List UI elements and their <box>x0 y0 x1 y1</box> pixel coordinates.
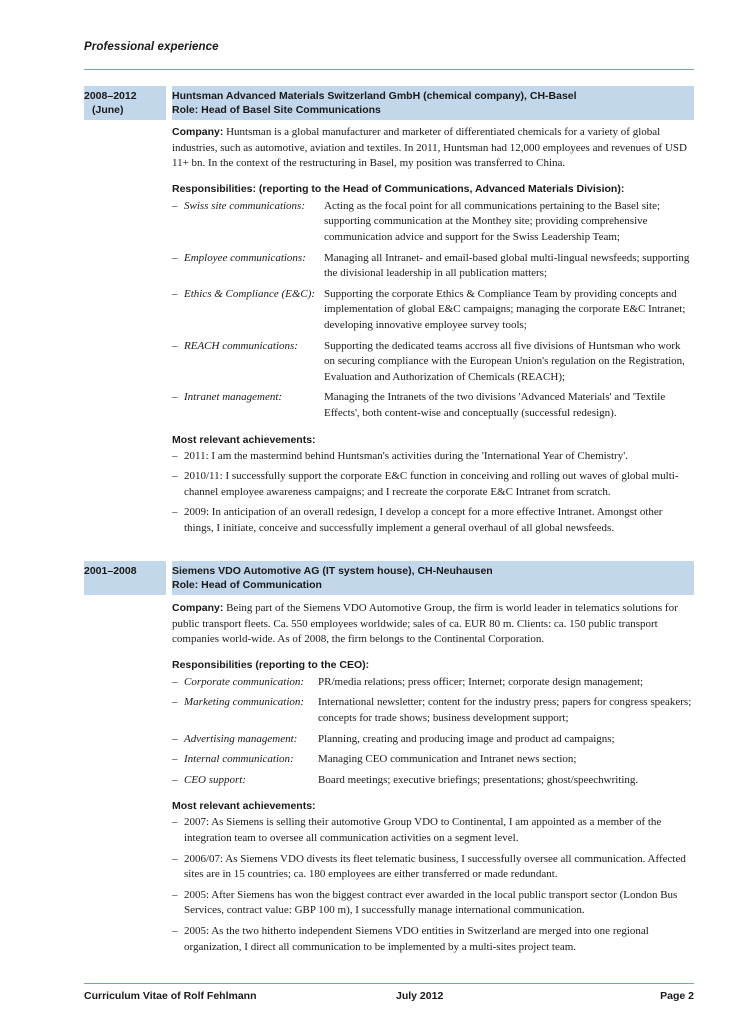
achievement-text: 2011: I am the mastermind behind Huntsman's activities during the 'International Year of Chemistry'. <box>184 449 628 462</box>
company-text: Huntsman is a global manufacturer and marketer of differentiated chemicals for a variety of global industries, such as automotive, aviation and textiles. In 2011, Huntsman had 12,000 employees and revenues of USD 11+ bn. In the context of the restructuring in Basel, my position was transferred to China. <box>172 126 687 170</box>
achievement-item: – 2010/11: I successfully support the corporate E&C function in conceiving and rolling out waves of global multi-channel employee awareness campaigns; and I recreate the corporate E&C Intranet from scratch. <box>172 469 694 500</box>
responsibility-item: – Advertising management: Planning, creating and producing image and product ad campaigns; <box>172 732 694 748</box>
achievement-text: 2010/11: I successfully support the corporate E&C function in conceiving and rolling out waves of global multi-channel employee awareness campaigns; and I recreate the corporate E&C Intranet from scratch. <box>184 470 679 498</box>
job-header-siemens <box>84 561 694 595</box>
footer-divider <box>84 983 694 984</box>
company-description <box>172 601 694 648</box>
job-content-huntsman <box>172 125 694 541</box>
responsibility-item: – Internal communication: Managing CEO communication and Intranet news section; <box>172 752 694 768</box>
responsibility-label: Marketing communication: <box>184 696 305 709</box>
achievement-item: – 2005: After Siemens has won the biggest contract ever awarded in the local public transport sector (London Bus Services, contract value: GBP 100 m), I successfully manage international communication. <box>172 888 694 919</box>
job-date-range: 2001–2008 <box>84 565 137 577</box>
company-label: Company: <box>172 602 224 614</box>
responsibility-label: Intranet management: <box>184 391 283 404</box>
responsibility-desc: Planning, creating and producing image and product ad campaigns; <box>318 732 615 745</box>
responsibility-desc: Acting as the focal point for all communications pertaining to the Basel site; supporting communication at the Monthey site; providing comprehensive communication advice and support for the Swiss Leadership Team; <box>324 199 661 243</box>
achievements-heading: Most relevant achievements: <box>172 800 316 813</box>
job-content-siemens <box>172 601 694 960</box>
job-dates <box>84 86 166 120</box>
responsibility-label: Swiss site communications: <box>184 199 305 212</box>
responsibility-item: – Employee communications: Managing all Intranet- and email-based global multi-lingual newsfeeds; supporting the divisional leadership in all publication matters; <box>172 251 694 282</box>
achievement-text: 2006/07: As Siemens VDO divests its fleet telematic business, I successfully oversee all communication. Affected sites are in 15 countries; ca. 180 employees are either transferred or made redundant. <box>184 852 686 881</box>
responsibilities-heading: Responsibilities (reporting to the CEO): <box>172 658 370 671</box>
job-dates <box>84 561 166 595</box>
responsibility-desc: Supporting the corporate Ethics & Compliance Team by providing concepts and implementation of global E&C campaigns; managing the corporate E&C Intranet; developing innovative employee survey tools; <box>324 287 686 331</box>
responsibility-label: CEO support: <box>184 773 247 786</box>
job-date-note: (June) <box>92 104 124 116</box>
achievement-item: – 2006/07: As Siemens VDO divests its fleet telematic business, I successfully oversee all communication. Affected sites are in 15 countries; ca. 180 employees are either transferred or made redundant. <box>172 852 694 883</box>
responsibility-item: – Marketing communication: International newsletter; content for the industry press; papers for congress speakers; concepts for trade shows; business development support; <box>172 695 694 726</box>
responsibility-item: – Swiss site communications: Acting as the focal point for all communications pertaining to the Basel site; supporting communication at the Monthey site; providing comprehensive communication advice and support for the Swiss Leadership Team; <box>172 199 694 246</box>
footer-cv-title: Curriculum Vitae of Rolf Fehlmann <box>84 990 257 1002</box>
achievement-text: 2007: As Siemens is selling their automotive Group VDO to Continental, I am appointed as a member of the integration team to oversee all communication activities on a segment level. <box>184 816 662 844</box>
responsibility-item: – Ethics & Compliance (E&C): Supporting the corporate Ethics & Compliance Team by providing concepts and implementation of global E&C campaigns; managing the corporate E&C Intranet; developing innovative employee survey tools; <box>172 287 694 334</box>
achievement-item: – 2005: As the two hitherto independent Siemens VDO entities in Switzerland are merged into one regional organization, I direct all communication to be implemented by a multi-sites project team. <box>172 924 694 955</box>
responsibility-item: – Corporate communication: PR/media relations; press officer; Internet; corporate design management; <box>172 675 694 691</box>
responsibilities-heading: Responsibilities: (reporting to the Head of Communications, Advanced Materials Division): <box>172 182 625 195</box>
responsibility-item: – Intranet management: Managing the Intranets of the two divisions 'Advanced Materials' and 'Textile Effects', both content-wise and conceptually (successful redesign). <box>172 390 694 421</box>
responsibility-item: – CEO support: Board meetings; executive briefings; presentations; ghost/speechwriting. <box>172 773 694 789</box>
responsibility-label: Internal communication: <box>184 753 294 766</box>
responsibility-desc: Managing CEO communication and Intranet news section; <box>318 753 577 766</box>
responsibility-label: Employee communications: <box>184 251 306 264</box>
achievement-item: – 2011: I am the mastermind behind Huntsman's activities during the 'International Year of Chemistry'. <box>172 449 694 465</box>
section-divider <box>84 69 694 70</box>
responsibility-item: – REACH communications: Supporting the dedicated teams accross all five divisions of Huntsman who work on securing compliance with the European Union's regulation on the Registration, Evaluation and Authorization of Chemicals (REACH); <box>172 339 694 386</box>
achievements-heading: Most relevant achievements: <box>172 433 316 446</box>
achievement-text: 2005: After Siemens has won the biggest contract ever awarded in the local public transport sector (London Bus Services, contract value: GBP 100 m), I successfully manage international communication. <box>184 888 678 917</box>
job-title-block <box>172 561 694 595</box>
achievement-text: 2005: As the two hitherto independent Siemens VDO entities in Switzerland are merged into one regional organization, I direct all communication to be implemented by a multi-sites project team. <box>184 924 649 953</box>
responsibility-label: Ethics & Compliance (E&C): <box>184 287 316 300</box>
responsibility-desc: Managing all Intranet- and email-based global multi-lingual newsfeeds; supporting the divisional leadership in all publication matters; <box>324 251 690 280</box>
role-line: Role: Head of Basel Site Communications <box>172 104 381 116</box>
role-line: Role: Head of Communication <box>172 579 322 591</box>
responsibility-label: Corporate communication: <box>184 675 305 688</box>
responsibility-desc: Supporting the dedicated teams accross all five divisions of Huntsman who work on securing compliance with the European Union's regulation on the Registration, Evaluation and Authorization of Chemicals (REACH); <box>324 339 685 383</box>
responsibility-desc: Board meetings; executive briefings; presentations; ghost/speechwriting. <box>318 773 639 786</box>
footer-date: July 2012 <box>396 990 444 1002</box>
job-title-block <box>172 86 694 120</box>
footer-page-number: Page 2 <box>660 990 694 1002</box>
responsibility-label: REACH communications: <box>184 339 298 352</box>
company-text: Being part of the Siemens VDO Automotive Group, the firm is world leader in telematics solutions for public transport fleets. Ca. 550 employees worldwide; sales of ca. EUR 80 m. Clients: ca. 150 public transport companies world-wide. As of 2008, the firm belongs to the Continental Corporation. <box>172 602 678 646</box>
section-title: Professional experience <box>84 41 219 53</box>
responsibility-desc: PR/media relations; press officer; Internet; corporate design management; <box>318 675 644 688</box>
responsibility-label: Advertising management: <box>184 732 298 745</box>
job-header-huntsman <box>84 86 694 120</box>
achievement-item: – 2009: In anticipation of an overall redesign, I develop a concept for a more effective Intranet. Amongst other things, I initiate, conceive and successfully implement a general overhaul of all global newsfeeds. <box>172 505 694 536</box>
responsibility-desc: International newsletter; content for the industry press; papers for congress speakers; concepts for trade shows; business development support; <box>318 696 692 724</box>
company-line: Siemens VDO Automotive AG (IT system house), CH-Neuhausen <box>172 565 493 577</box>
achievement-text: 2009: In anticipation of an overall redesign, I develop a concept for a more effective Intranet. Amongst other things, I initiate, conceive and successfully implement a general overhaul of all global newsfeeds. <box>184 506 663 534</box>
responsibility-desc: Managing the Intranets of the two divisions 'Advanced Materials' and 'Textile Effects', both content-wise and conceptually (successful redesign). <box>324 391 666 419</box>
company-label: Company: <box>172 126 224 138</box>
achievement-item: – 2007: As Siemens is selling their automotive Group VDO to Continental, I am appointed as a member of the integration team to oversee all communication activities on a segment level. <box>172 815 694 846</box>
company-description <box>172 125 694 172</box>
job-date-range: 2008–2012 <box>84 90 137 102</box>
company-line: Huntsman Advanced Materials Switzerland GmbH (chemical company), CH-Basel <box>172 90 577 102</box>
